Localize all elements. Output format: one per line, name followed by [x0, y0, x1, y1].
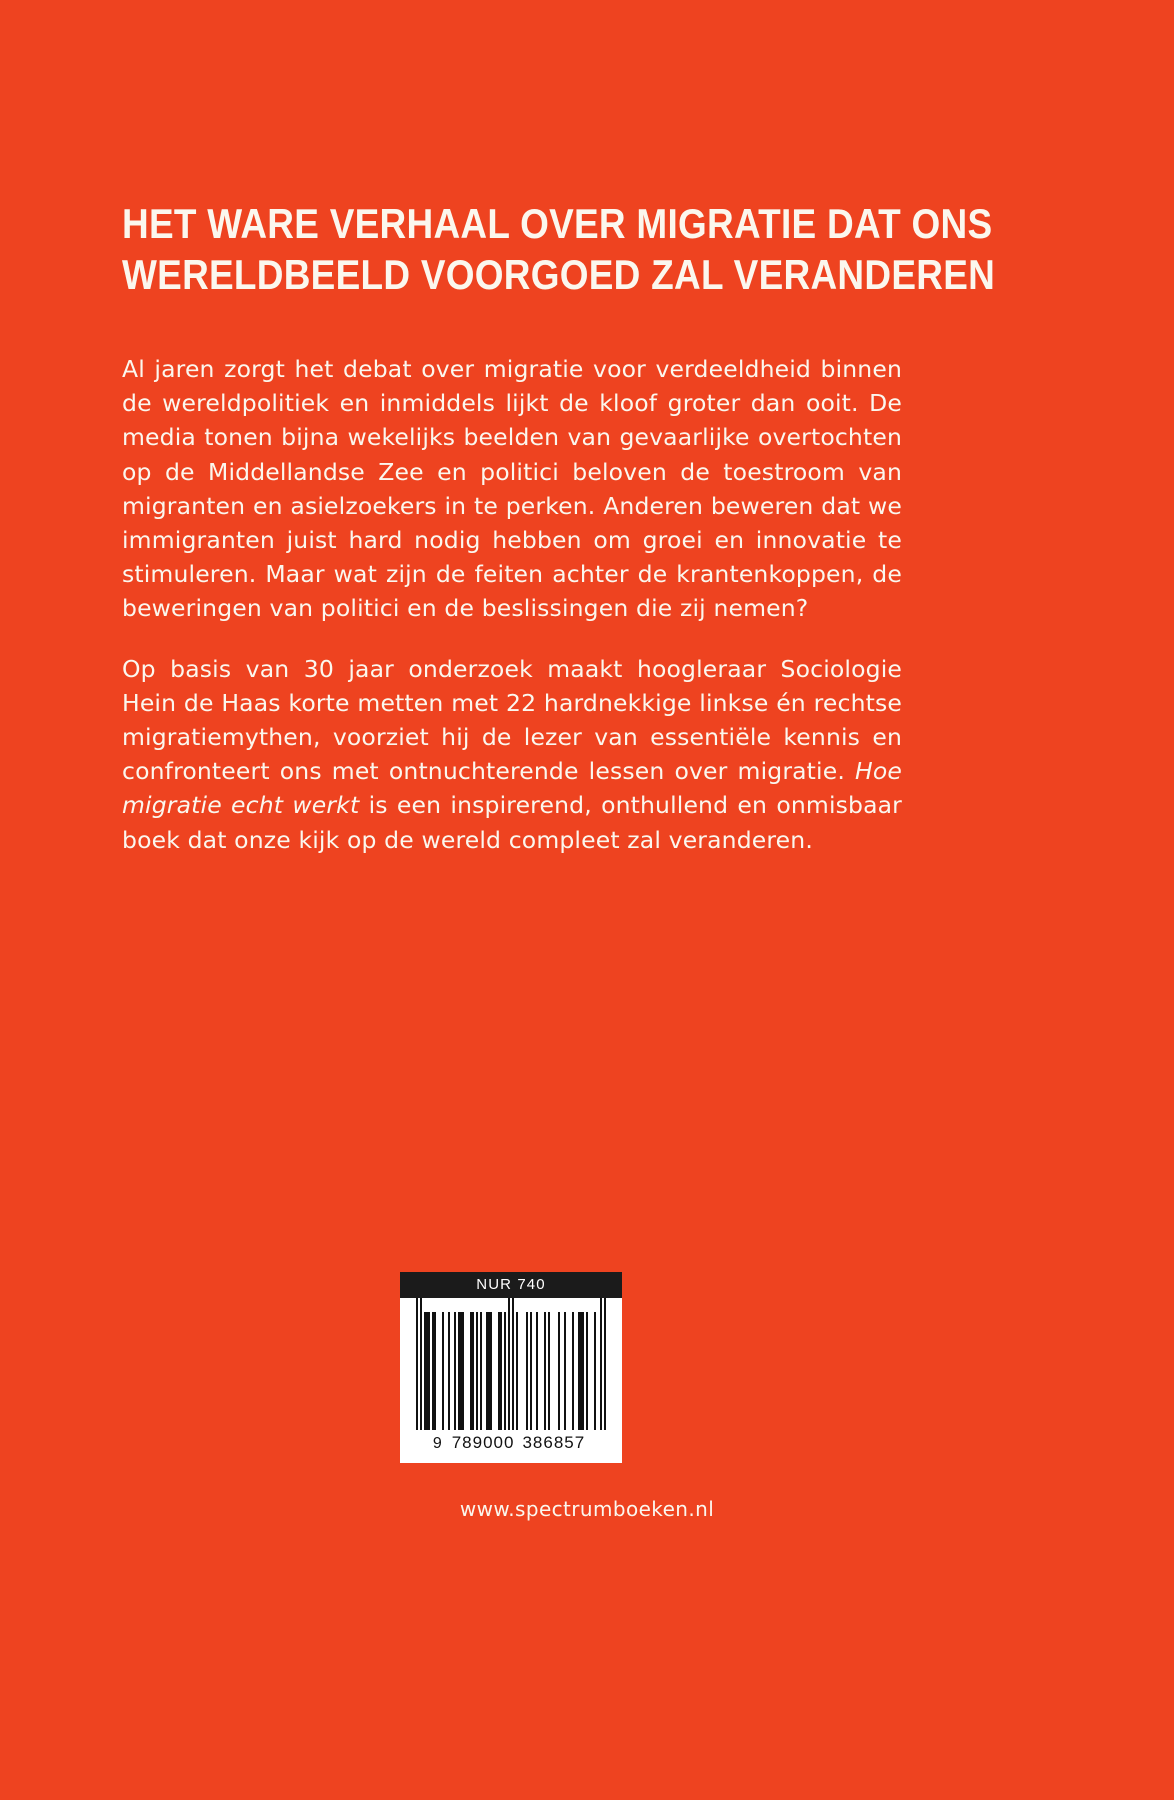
- publisher-website[interactable]: www.spectrumboeken.nl: [459, 1497, 715, 1521]
- headline-line-1: HET WARE VERHAAL OVER MIGRATIE DAT ONS: [122, 200, 993, 247]
- ean-lead-digit: 9: [432, 1435, 443, 1452]
- ean-right-group: 386857: [522, 1433, 586, 1452]
- headline-line-2: WERELDBEELD VOORGOED ZAL VERANDEREN: [122, 251, 996, 298]
- blurb-paragraph-1: Al jaren zorgt het debat over migratie voor verdeeldheid binnen de wereldpolitiek en inmiddels lijkt de kloof groter dan ooit. De media tonen bijna wekelijks beelden van gevaarlijke overtochten op de Middellandse Zee en politici beloven de toestroom van migranten en asielzoekers in te perken. Anderen beweren dat we immigranten juist hard nodig hebben om groei en innovatie te stimuleren. Maar wat zijn de feiten achter de krantenkoppen, de beweringen van politici en de beslissingen die zij nemen?: [122, 355, 902, 623]
- barcode-panel: [400, 1298, 622, 1463]
- blurb-paragraph-2-part-2: is een inspirerend, onthullend en onmisbaar boek dat onze kijk op de wereld compleet zal veranderen.: [122, 791, 902, 854]
- ean13-digits: [412, 1430, 610, 1457]
- nur-code-label: NUR 740: [400, 1272, 622, 1298]
- book-title-mention: Hoe migratie echt werkt: [122, 757, 902, 820]
- blurb-paragraph-2-part-1: Op basis van 30 jaar onderzoek maakt hoogleraar Sociologie Hein de Haas korte metten met 22 hardnekkige linkse én rechtse migratiemythen, voorziet hij de lezer van essentiële kennis en confronteert ons met ontnuchterende lessen over migratie.: [122, 654, 902, 786]
- blurb-paragraph-2: [122, 652, 902, 857]
- ean13-barcode-icon: [412, 1312, 610, 1430]
- barcode-block: [400, 1272, 622, 1463]
- blurb-text: [122, 352, 902, 857]
- page-title: [122, 198, 996, 300]
- ean-left-group: 789000: [451, 1433, 515, 1452]
